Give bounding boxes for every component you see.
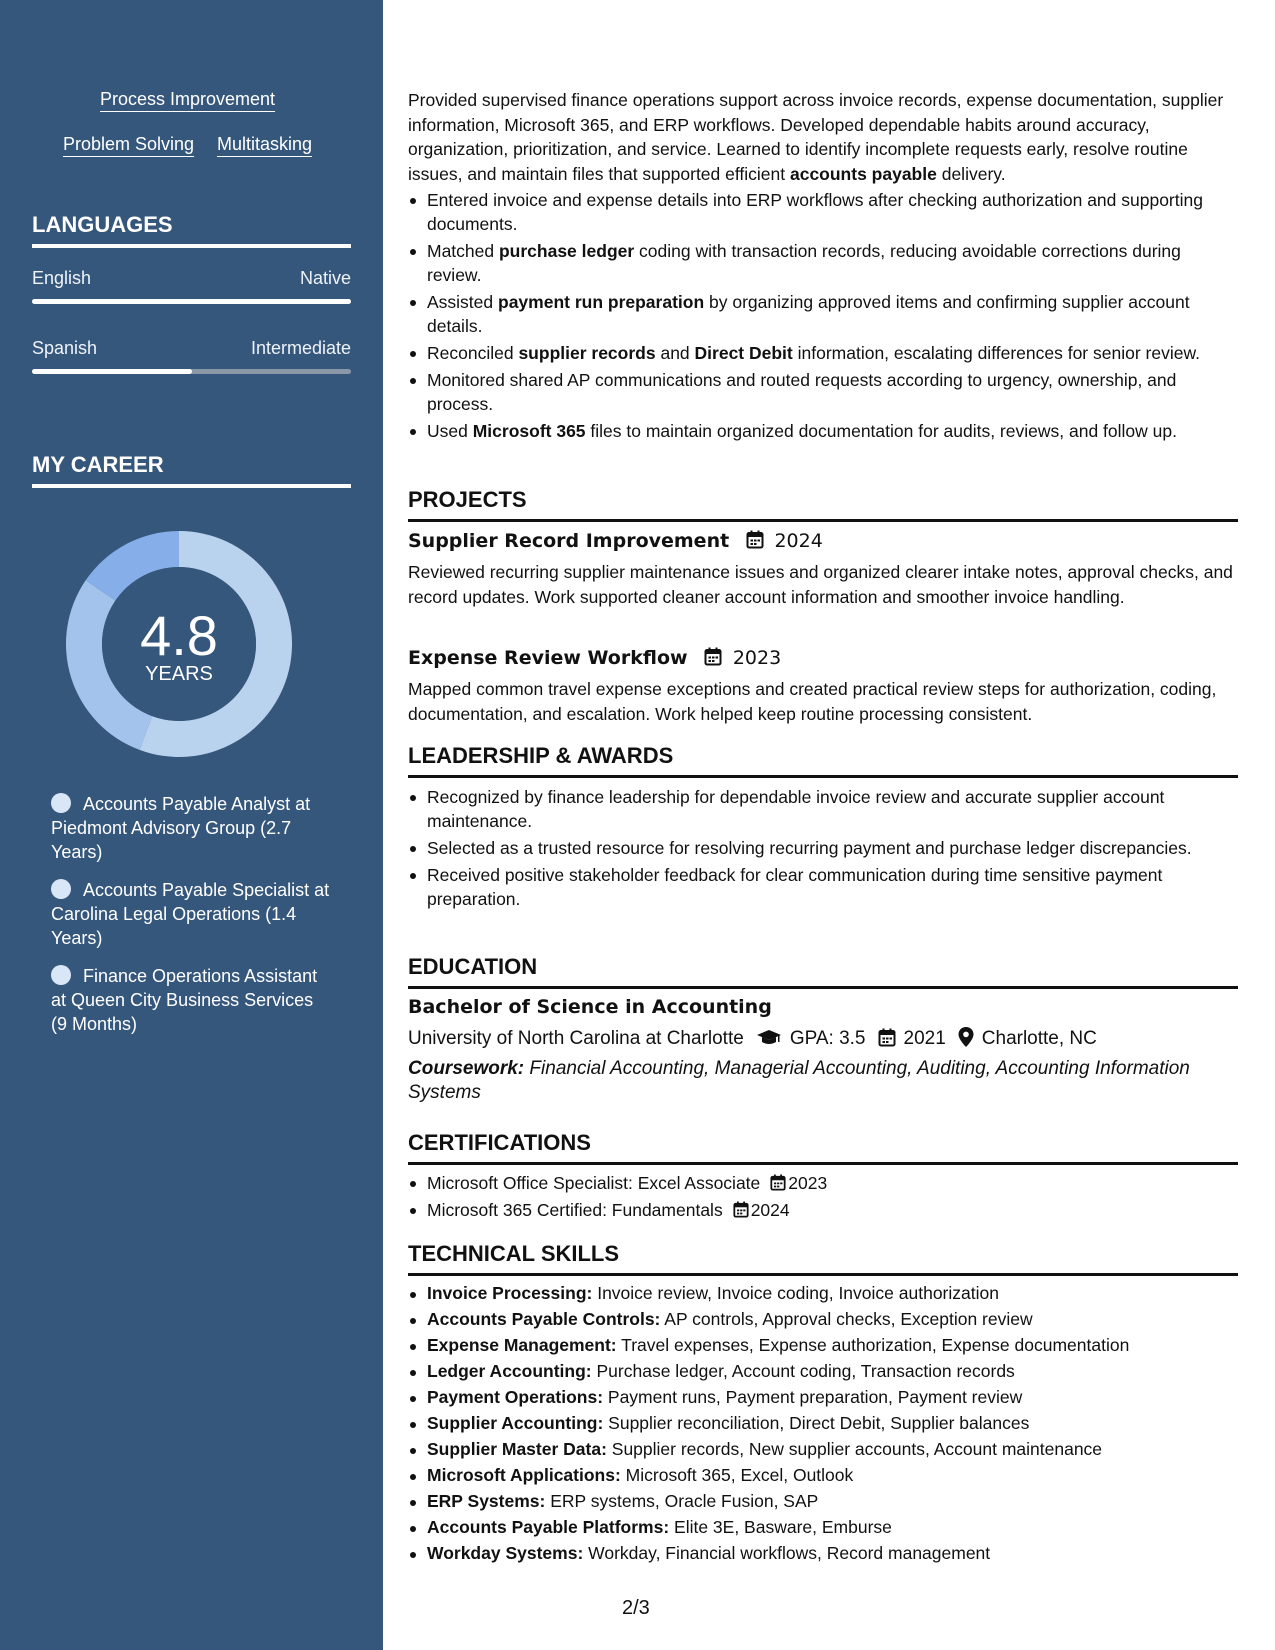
project-title: Expense Review Workflow 2023 <box>408 647 782 669</box>
calendar-icon <box>746 530 764 549</box>
language-bar <box>32 369 351 374</box>
career-item <box>51 964 331 1036</box>
technical-skills-heading: TECHNICAL SKILLS <box>408 1241 1238 1276</box>
language-row <box>32 338 351 359</box>
technical-skill-item: Ledger Accounting: Purchase ledger, Account coding, Transaction records <box>408 1360 1238 1383</box>
experience-summary <box>408 88 1238 186</box>
page-number: 2/3 <box>622 1597 650 1619</box>
language-name: Spanish <box>32 338 98 358</box>
career-item-text: Finance Operations Assistant at Queen City Business Services (9 Months) <box>51 966 318 1034</box>
language-level: Native <box>299 268 351 288</box>
summary-text: delivery. <box>936 163 1006 184</box>
leadership-list <box>408 785 1238 914</box>
experience-bullet: Monitored shared AP communications and routed requests according to urgency, ownership, and process. <box>408 368 1238 416</box>
graduation-cap-icon <box>756 1029 782 1047</box>
summary-bold: accounts payable <box>789 163 937 184</box>
experience-bullet: Assisted payment run preparation by organizing approved items and confirming supplier account details. <box>408 290 1238 338</box>
coursework <box>408 1057 1238 1105</box>
career-item <box>51 792 331 864</box>
career-item-text: Accounts Payable Specialist at Carolina Legal Operations (1.4 Years) <box>51 880 330 948</box>
location: Charlotte, NC <box>981 1028 1097 1049</box>
leadership-item: Received positive stakeholder feedback for clear communication during time sensitive payment preparation. <box>408 863 1238 911</box>
languages-heading: LANGUAGES <box>32 212 351 248</box>
project-description: Mapped common travel expense exceptions and created practical review steps for authorization, coding, documentation, and escalation. Work helped keep routine processing consistent. <box>408 679 1217 724</box>
calendar-icon <box>878 1028 896 1047</box>
career-item-text: Accounts Payable Analyst at Piedmont Advisory Group (2.7 Years) <box>51 794 311 862</box>
technical-skill-item: Accounts Payable Controls: AP controls, Approval checks, Exception review <box>408 1308 1238 1331</box>
leadership-item: Selected as a trusted resource for resolving recurring payment and purchase ledger discrepancies. <box>408 836 1238 860</box>
project-title: Supplier Record Improvement 2024 <box>408 530 823 552</box>
certification-item: Microsoft Office Specialist: Excel Associate 2023 <box>408 1171 1238 1195</box>
projects-heading: PROJECTS <box>408 487 1238 522</box>
skill-tag: Multitasking <box>217 134 313 154</box>
calendar-icon <box>770 1174 786 1191</box>
project-description: Reviewed recurring supplier maintenance issues and organized clearer intake notes, approval checks, and record updates. Work supported cleaner account information and smoother invoice handling. <box>408 562 1233 607</box>
certifications-heading: CERTIFICATIONS <box>408 1130 1238 1165</box>
technical-skill-item: Supplier Accounting: Supplier reconciliation, Direct Debit, Supplier balances <box>408 1412 1238 1435</box>
education-details <box>408 1027 1103 1050</box>
experience-bullet: Used Microsoft 365 files to maintain organized documentation for audits, reviews, and follow up. <box>408 419 1238 443</box>
certification-year: 2023 <box>788 1173 828 1193</box>
career-dot-icon <box>51 965 71 985</box>
main-content <box>383 0 1275 1650</box>
calendar-icon <box>704 647 722 666</box>
technical-skill-item: Microsoft Applications: Microsoft 365, Excel, Outlook <box>408 1464 1238 1487</box>
location-pin-icon <box>958 1027 974 1047</box>
technical-skill-item: Supplier Master Data: Supplier records, New supplier accounts, Account maintenance <box>408 1438 1238 1461</box>
calendar-icon <box>733 1201 749 1218</box>
degree-title: Bachelor of Science in Accounting <box>408 996 772 1018</box>
technical-skill-item: Workday Systems: Workday, Financial workflows, Record management <box>408 1542 1238 1565</box>
career-years-unit: YEARS <box>145 663 213 685</box>
career-donut <box>66 531 292 757</box>
sidebar <box>0 0 383 1650</box>
skill-tag: Problem Solving <box>63 134 195 154</box>
technical-skills-list <box>408 1282 1238 1568</box>
technical-skill-item: ERP Systems: ERP systems, Oracle Fusion, SAP <box>408 1490 1238 1513</box>
language-bar <box>32 299 351 304</box>
career-item <box>51 878 331 950</box>
language-bar-fill <box>32 299 351 304</box>
language-row <box>32 268 351 289</box>
gpa: GPA: 3.5 <box>789 1028 866 1049</box>
technical-skill-item: Payment Operations: Payment runs, Payment preparation, Payment review <box>408 1386 1238 1409</box>
language-level: Intermediate <box>250 338 351 358</box>
summary-text: Provided supervised finance operations support across invoice records, expense documentation, supplier information, Microsoft 365, and ERP workflows. Developed dependable habits around accuracy, organization, prioritization, and service. Learned to identify incomplete requests early, resolve routine issues, and maintain files that supported efficient <box>408 90 1224 184</box>
certification-year: 2024 <box>750 1200 790 1220</box>
language-bar-fill <box>32 369 192 374</box>
leadership-heading: LEADERSHIP & AWARDS <box>408 743 1238 778</box>
coursework-label: Coursework: <box>408 1058 525 1079</box>
project-year: 2024 <box>774 530 823 552</box>
experience-bullet: Matched purchase ledger coding with transaction records, reducing avoidable corrections during review. <box>408 239 1238 287</box>
career-years-value: 4.8 <box>140 604 218 667</box>
skill-tag: Process Improvement <box>100 89 276 109</box>
language-name: English <box>32 268 92 288</box>
education-heading: EDUCATION <box>408 954 1238 989</box>
leadership-item: Recognized by finance leadership for dependable invoice review and accurate supplier account maintenance. <box>408 785 1238 833</box>
technical-skill-item: Accounts Payable Platforms: Elite 3E, Basware, Emburse <box>408 1516 1238 1539</box>
school-name: University of North Carolina at Charlotte <box>408 1028 744 1049</box>
experience-bullet: Entered invoice and expense details into ERP workflows after checking authorization and supporting documents. <box>408 188 1238 236</box>
career-dot-icon <box>51 879 71 899</box>
certification-item: Microsoft 365 Certified: Fundamentals 2024 <box>408 1198 1238 1222</box>
career-dot-icon <box>51 793 71 813</box>
experience-bullet: Reconciled supplier records and Direct Debit information, escalating differences for senior review. <box>408 341 1238 365</box>
project-year: 2023 <box>732 647 782 669</box>
experience-bullets <box>408 188 1238 446</box>
technical-skill-item: Expense Management: Travel expenses, Expense authorization, Expense documentation <box>408 1334 1238 1357</box>
certifications-list <box>408 1171 1238 1225</box>
graduation-year: 2021 <box>903 1028 946 1049</box>
technical-skill-item: Invoice Processing: Invoice review, Invoice coding, Invoice authorization <box>408 1282 1238 1305</box>
coursework-list: Financial Accounting, Managerial Accounting, Auditing, Accounting Information Systems <box>408 1058 1190 1103</box>
career-heading: MY CAREER <box>32 452 351 488</box>
